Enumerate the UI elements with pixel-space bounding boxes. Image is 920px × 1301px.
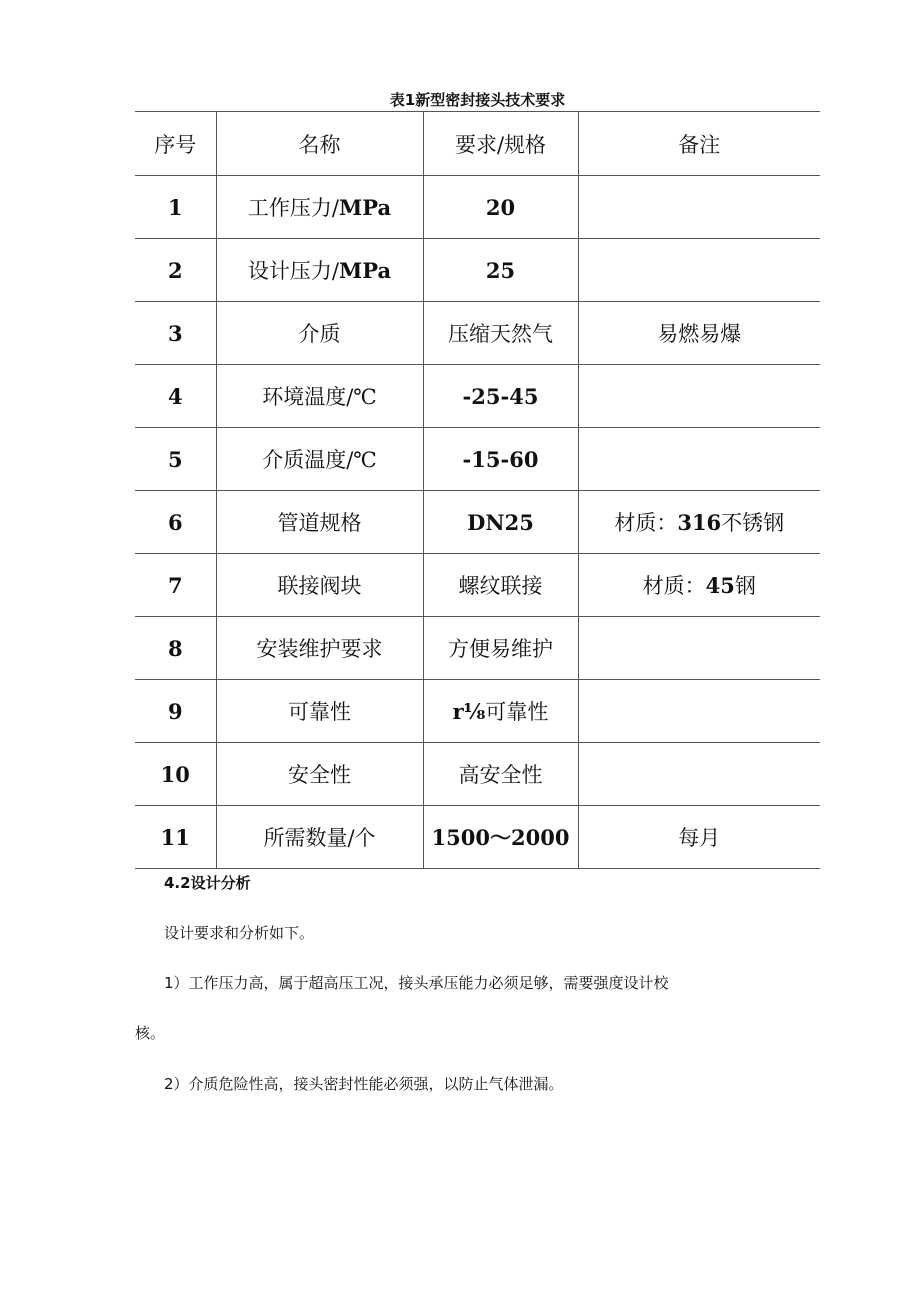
- cell-text: -25-45: [462, 383, 539, 409]
- cell-note: [578, 428, 820, 491]
- cell-spec: [423, 806, 578, 869]
- cell-note: [578, 617, 820, 680]
- cell-text: 可靠性: [288, 700, 351, 724]
- cell-serial-number: 10: [135, 743, 216, 806]
- table-header-row: [135, 112, 820, 176]
- cell-name: [216, 806, 423, 869]
- cell-text: 钢: [734, 574, 756, 598]
- cell-spec: [423, 680, 578, 743]
- table-row: [135, 302, 820, 365]
- table-row: [135, 680, 820, 743]
- cell-text: 介质: [298, 322, 341, 346]
- table-caption: 表1新型密封接头技术要求: [389, 91, 566, 109]
- header-serial-number: 序号: [135, 112, 216, 176]
- cell-text: -15-60: [462, 446, 539, 472]
- cell-spec: [423, 491, 578, 554]
- cell-spec: [423, 554, 578, 617]
- cell-text: 环境温度/℃: [262, 385, 377, 409]
- header-remarks: 备注: [578, 112, 820, 176]
- list-item-1-line-1: 1）工作压力高，属于超高压工况，接头承压能力必须足够，需要强度设计校: [164, 974, 669, 992]
- cell-name: [216, 617, 423, 680]
- cell-serial-number: 7: [135, 554, 216, 617]
- cell-text: 材质：: [614, 511, 678, 535]
- cell-note: [578, 365, 820, 428]
- cell-serial-number: 9: [135, 680, 216, 743]
- technical-requirements-table: [135, 111, 820, 869]
- cell-text: 25: [485, 257, 516, 283]
- cell-spec: [423, 743, 578, 806]
- table-row: [135, 365, 820, 428]
- list-item-2: 2）介质危险性高，接头密封性能必须强，以防止气体泄漏。: [164, 1075, 564, 1093]
- cell-text: 不锈钢: [721, 511, 785, 535]
- table-row: [135, 617, 820, 680]
- cell-note: [578, 302, 820, 365]
- cell-text: 方便易维护: [448, 637, 553, 661]
- intro-paragraph: 设计要求和分析如下。: [164, 924, 315, 942]
- table-row: [135, 428, 820, 491]
- cell-text: 安全性: [288, 763, 351, 787]
- list-item-1-line-2: 核。: [135, 1024, 166, 1042]
- cell-note: [578, 239, 820, 302]
- cell-spec: [423, 239, 578, 302]
- cell-serial-number: 3: [135, 302, 216, 365]
- cell-note: [578, 176, 820, 239]
- cell-name: [216, 554, 423, 617]
- cell-text: 设计压力/: [247, 259, 339, 283]
- table-row: [135, 554, 820, 617]
- cell-name: [216, 680, 423, 743]
- cell-serial-number: 2: [135, 239, 216, 302]
- table-body: [135, 176, 820, 869]
- cell-name: [216, 176, 423, 239]
- table-row: [135, 743, 820, 806]
- cell-note: [578, 806, 820, 869]
- cell-text: 316: [677, 510, 722, 535]
- cell-text: MPa: [338, 195, 392, 220]
- table-row: [135, 239, 820, 302]
- cell-serial-number: 6: [135, 491, 216, 554]
- cell-note: [578, 680, 820, 743]
- cell-name: [216, 302, 423, 365]
- table-row: [135, 176, 820, 239]
- cell-name: [216, 239, 423, 302]
- cell-text: MPa: [338, 258, 392, 283]
- cell-text: 联接阀块: [277, 574, 362, 598]
- cell-text: 管道规格: [277, 511, 362, 535]
- cell-spec: [423, 365, 578, 428]
- cell-text: 易燃易爆: [657, 322, 742, 346]
- cell-name: [216, 491, 423, 554]
- cell-serial-number: 5: [135, 428, 216, 491]
- cell-name: [216, 743, 423, 806]
- table-row: [135, 806, 820, 869]
- header-requirement-spec: 要求/规格: [423, 112, 578, 176]
- header-name: 名称: [216, 112, 423, 176]
- cell-spec: [423, 176, 578, 239]
- cell-text: 1500～2000: [431, 825, 570, 850]
- cell-text: 螺纹联接: [458, 574, 543, 598]
- cell-text: 材质：: [642, 574, 706, 598]
- cell-text: 45: [705, 573, 735, 598]
- cell-note: [578, 554, 820, 617]
- cell-text: 工作压力/: [247, 196, 339, 220]
- cell-text: DN25: [467, 509, 534, 535]
- section-heading: 4.2设计分析: [164, 874, 251, 892]
- cell-name: [216, 365, 423, 428]
- cell-text: 介质温度/℃: [262, 448, 377, 472]
- cell-text: 每月: [678, 826, 721, 850]
- cell-text: 高安全性: [458, 763, 543, 787]
- cell-text: 安装维护要求: [256, 637, 383, 661]
- cell-note: [578, 491, 820, 554]
- cell-text: r⅛: [452, 699, 486, 724]
- cell-text: 压缩天然气: [448, 322, 553, 346]
- cell-text: 可靠性: [485, 700, 549, 724]
- cell-text: 所需数量/个: [263, 826, 376, 850]
- cell-spec: [423, 617, 578, 680]
- cell-name: [216, 428, 423, 491]
- table-row: [135, 491, 820, 554]
- cell-spec: [423, 302, 578, 365]
- cell-note: [578, 743, 820, 806]
- cell-serial-number: 4: [135, 365, 216, 428]
- cell-serial-number: 1: [135, 176, 216, 239]
- cell-serial-number: 11: [135, 806, 216, 869]
- cell-spec: [423, 428, 578, 491]
- cell-text: 20: [485, 194, 516, 220]
- cell-serial-number: 8: [135, 617, 216, 680]
